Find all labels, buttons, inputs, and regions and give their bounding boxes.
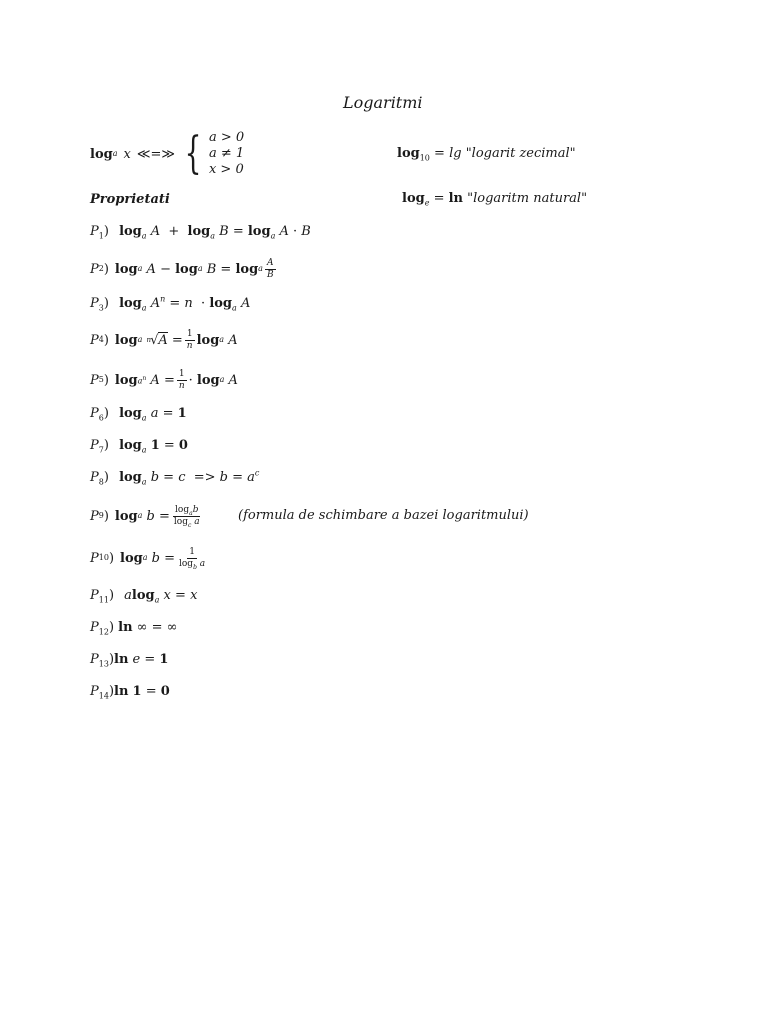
property-7: $P_7$) $\log_a 1 = 0$	[90, 438, 188, 455]
property-index: 1	[98, 231, 104, 241]
property-index: 12	[98, 627, 109, 637]
properties-heading: Proprietati	[90, 192, 170, 207]
log-definition: log a x ≪=≫ { a > 0 a ≠ 1 x > 0	[90, 128, 245, 179]
log-function: log	[90, 146, 113, 162]
property-12: $P_{12}$) ln ∞ = ∞	[90, 620, 178, 637]
property-index: 6	[98, 413, 104, 423]
page-title: Logaritmi	[343, 93, 423, 112]
property-label: P	[90, 652, 99, 667]
decimal-log-definition	[397, 146, 576, 161]
property-label: P	[90, 224, 99, 239]
lg-symbol: lg	[449, 146, 462, 161]
condition-base-positive: a > 0	[208, 130, 245, 145]
ln-symbol: ln	[448, 191, 463, 206]
property-label: P	[90, 684, 99, 699]
property-index: 14	[98, 691, 109, 701]
base-change-note: (formula de schimbare a bazei logaritmului)	[238, 508, 529, 523]
property-6: $P_6$) $\log_a a = 1$	[90, 406, 187, 423]
property-label: P	[90, 470, 99, 485]
log-argument: x	[123, 146, 131, 162]
loge-description: "logaritm natural"	[467, 191, 588, 206]
brace-icon: {	[184, 128, 202, 179]
property-label: P	[90, 406, 99, 421]
property-11: $P_{11}$) alog$_a$ x = x	[90, 588, 198, 605]
log10-function: log	[397, 146, 420, 161]
log10-equals: =	[434, 146, 450, 161]
property-13: $P_{13})\ln$ e = 1	[90, 652, 169, 669]
property-label: P	[90, 550, 99, 566]
loge-function: log	[402, 191, 425, 206]
property-label: P	[90, 620, 99, 635]
log10-description: "logarit zecimal"	[465, 146, 576, 161]
loge-equals: =	[433, 191, 449, 206]
property-index: 8	[98, 477, 104, 487]
property-2: P 2 ) log a A − log a B = log a $\frac{A}{B}$	[90, 257, 274, 280]
loge-base: e	[424, 198, 430, 208]
property-8: $P_8$) $\log_a b = c => b = a^c$	[90, 468, 260, 487]
natural-log-definition	[402, 191, 587, 206]
property-10: P 10 ) log a b = $\frac{1}{\log_b a}$	[90, 546, 206, 571]
property-4: P 4 ) log a n √ A = $\frac{1}{n}$ log a A	[90, 328, 238, 351]
property-label: P	[90, 438, 99, 453]
property-3: $P_3$) $\log_a A^n = n \cdot \log_a A$	[90, 294, 251, 313]
property-5: P 5 ) log $a^n$ A = $\frac{1}{n}$ · log a A	[90, 368, 238, 391]
property-index: 3	[98, 303, 104, 313]
property-1: $P_1$) $\log_a A + \log_a B = \log_a A \cdot B$	[90, 224, 311, 241]
property-index: 11	[98, 595, 109, 605]
property-14: $P_{14})\ln$ 1 = 0	[90, 684, 170, 701]
property-index: 7	[98, 445, 104, 455]
property-label: P	[90, 588, 99, 603]
property-label: P	[90, 296, 99, 311]
property-label: P	[90, 261, 99, 277]
log10-base: 10	[419, 153, 430, 163]
property-label: P	[90, 372, 99, 388]
condition-base-not-one: a ≠ 1	[208, 146, 245, 161]
conditions-system	[175, 130, 244, 178]
property-9: P 9 ) log a b = $\frac{\log_ab}{\log_c a}$	[90, 504, 200, 529]
property-label: P	[90, 332, 99, 348]
property-index: 13	[98, 659, 109, 669]
property-label: P	[90, 508, 99, 524]
equivalence-arrow: ≪=≫	[136, 146, 175, 162]
condition-argument-positive: x > 0	[208, 162, 244, 177]
